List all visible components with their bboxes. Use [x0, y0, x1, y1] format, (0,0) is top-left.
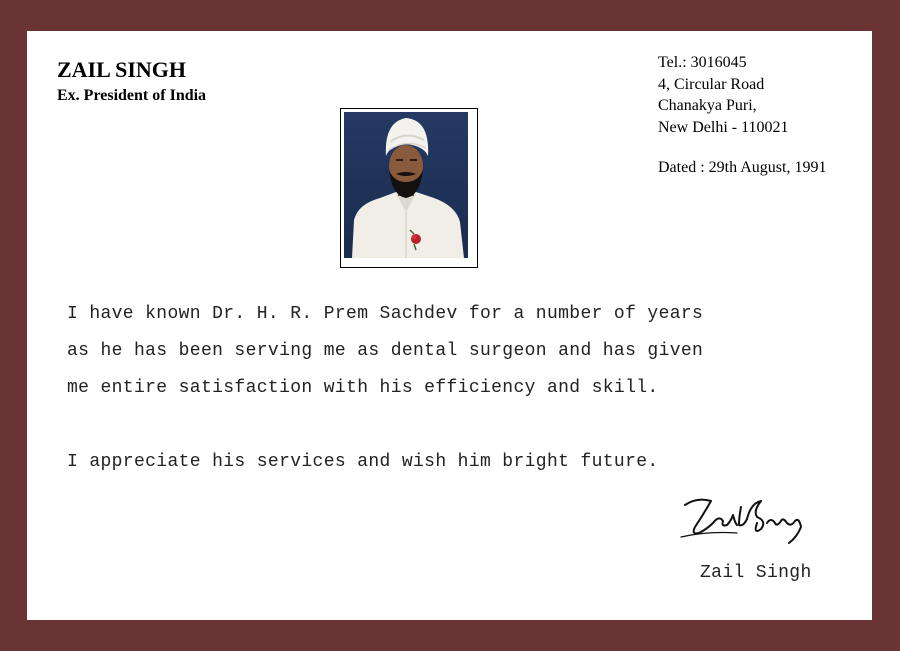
handwritten-signature	[677, 493, 817, 553]
contact-city: New Delhi - 110021	[658, 118, 789, 136]
contact-locality: Chanakya Puri,	[658, 97, 757, 114]
contact-street: 4, Circular Road	[658, 75, 765, 93]
signatory-name: Zail Singh	[700, 563, 812, 583]
contact-address	[658, 52, 789, 138]
letter-line: as he has been serving me as dental surgeon and has given	[67, 341, 704, 361]
letterhead-designation: Ex. President of India	[57, 87, 207, 104]
letter-date: Dated : 29th August, 1991	[658, 159, 827, 176]
letter-sheet	[27, 31, 872, 620]
portrait-photo	[340, 108, 478, 268]
letter-line: me entire satisfaction with his efficiency and skill.	[67, 378, 659, 398]
contact-telephone: Tel.: 3016045	[658, 54, 747, 71]
portrait-image	[344, 112, 468, 258]
paragraph-gap	[67, 407, 703, 444]
letterhead-name: ZAIL SINGH	[57, 57, 186, 82]
letter-body	[67, 296, 703, 481]
letter-line: I appreciate his services and wish him bright future.	[67, 452, 659, 472]
letter-line: I have known Dr. H. R. Prem Sachdev for a number of years	[67, 304, 704, 324]
